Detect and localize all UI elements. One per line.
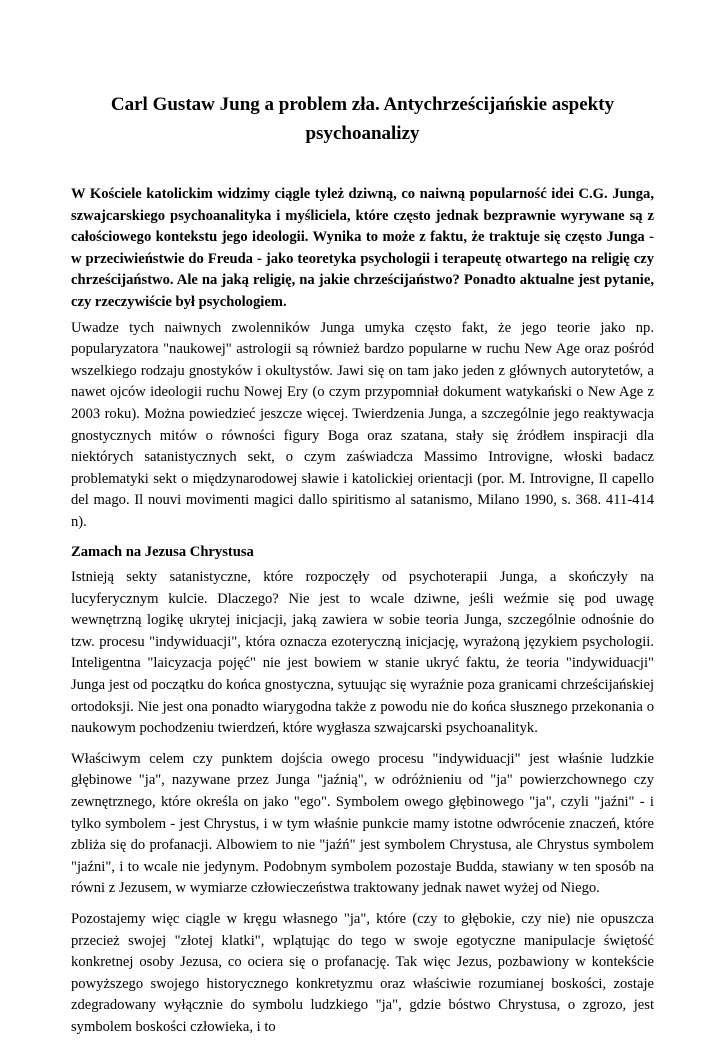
document-page — [71, 90, 654, 1048]
section-paragraph: Istnieją sekty satanistyczne, które rozpoczęły od psychoterapii Junga, a skończyły na lucyferycznym kulcie. Dlaczego? Nie jest to wcale dziwne, jeśli weźmie się pod uwagę wewnętrzną logikę ukrytej inicjacji, jaką zawiera w sobie teoria Junga, szczególnie odnośnie do tzw. procesu "indywiduacji", która oznacza ezoteryczną inicjację, wyrażoną językiem psychologii. Inteligentna "laicyzacja pojęć" nie jest bowiem w stanie ukryć faktu, że teoria "indywiduacji" Junga jest od początku do końca gnostyczna, sytuując się wyraźnie poza granicami chrześcijańskiej ortodoksji. Nie jest ona ponadto wiarygodna także z powodu nie do końca słusznego przekonania o naukowym pochodzeniu twierdzeń, które wygłasza szwajcarski psychoanalityk. — [71, 569, 654, 737]
document-title: Carl Gustaw Jung a problem zła. Antychrześcijańskie aspekty psychoanalizy — [110, 94, 615, 144]
section-paragraph: Pozostajemy więc ciągle w kręgu własnego "ja", które (czy to głębokie, czy nie) nie opuszcza przecież swojej "złotej klatki", wplątując do tego w swoje egotyczne manipulacje świętość konkretnej osoby Jezusa, co ociera się o profanację. Tak więc Jezus, pozbawiony w kontekście powyższego swojego historycznego konkretyzmu oraz właściwie rozumianej boskości, zostaje zdegradowany wyłącznie do symbolu ludzkiego "ja", gdzie bóstwo Chrystusa, o zgrozo, jest symbolem boskości człowieka, i to — [71, 911, 654, 1035]
body-paragraph: Uwadze tych naiwnych zwolenników Junga umyka często fakt, że jego teorie jako np. popularyzatora "naukowej" astrologii są również bardzo popularne w ruchu New Age oraz pośród wszelkiego rodzaju gnostyków i okultystów. Jawi się on tam jako jeden z głównych autorytetów, a nawet ojców ideologii ruchu Nowej Ery (o czym przypomniał dokument watykański o New Age z 2003 roku). Można powiedzieć jeszcze więcej. Twierdzenia Junga, a szczególnie jego reaktywacja gnostycznych mitów o równości figury Boga oraz szatana, stały się źródłem inspiracji dla niektórych satanistycznych sekt, o czym zaświadcza Massimo Introvigne, włoski badacz problematyki sekt o międzynarodowej sławie i katolickiej orientacji (por. M. Introvigne, Il capello del mago. Il nouvi movimenti magici dallo spiritismo al satanismo, Milano 1990, s. 368. 411-414 n). — [71, 319, 654, 530]
lead-paragraph: W Kościele katolickim widzimy ciągle tyleż dziwną, co naiwną popularność idei C.G. Junga, szwajcarskiego psychoanalityka i myśliciela, które często jednak bezprawnie wyrywane są z całościowego kontekstu jego ideologii. Wynika to może z faktu, że traktuje się często Junga - w przeciwieństwie do Freuda - jako teoretyka psychologii i terapeutę otwartego na religię czy chrześcijaństwo. Ale na jaką religię, na jakie chrześcijaństwo? Ponadto aktualne jest pytanie, czy rzeczywiście był psychologiem. — [71, 186, 654, 310]
section-paragraph: Właściwym celem czy punktem dojścia owego procesu "indywiduacji" jest właśnie ludzkie głębinowe "ja", nazywane przez Junga "jaźnią", w odróżnieniu od "ja" powierzchownego czy zewnętrznego, które określa on jako "ego". Symbolem owego głębinowego "ja", czyli "jaźni" - i tylko symbolem - jest Chrystus, i w tym właśnie punkcie mamy istotne odwrócenie znaczeń, które zbliża się do profanacji. Albowiem to nie "jaźń" jest symbolem Chrystusa, ale Chrystus symbolem "jaźni", i to wcale nie jedynym. Podobnym symbolem pozostaje Budda, stawiany w ten sposób na równi z Jezusem, w wymiarze człowieczeństwa traktowany jednak nawet wyżej od Niego. — [71, 750, 654, 897]
section-heading: Zamach na Jezusa Chrystusa — [71, 543, 254, 560]
